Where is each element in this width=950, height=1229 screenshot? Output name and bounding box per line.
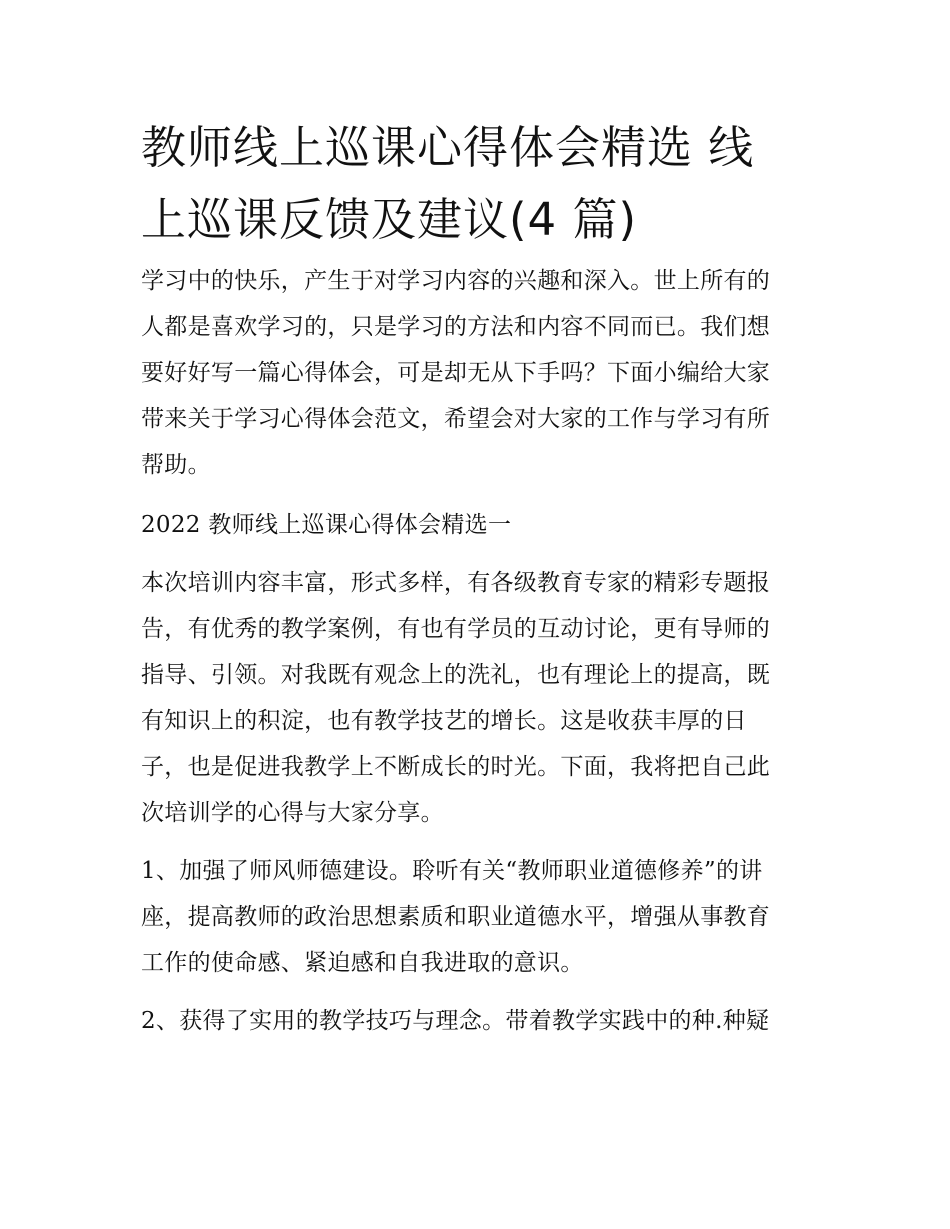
- document-title: 教师线上巡课心得体会精选 线 上巡课反馈及建议(4 篇): [141, 121, 755, 246]
- document-content: [141, 112, 816, 1044]
- intro-paragraph: 学习中的快乐，产生于对学习内容的兴趣和深入。世上所有的 人都是喜欢学习的，只是学习的方法和内容不同而已。我们想 要好好写一篇心得体会，可是却无从下手吗？下面小编给大家 带来关于学习心得体会范文，希望会对大家的工作与学习有所 帮助。: [141, 268, 771, 478]
- section-subtitle: 2022 教师线上巡课心得体会精选一: [141, 512, 512, 538]
- list-item-1: 1、加强了师风师德建设。聆听有关“教师职业道德修养”的讲 座，提高教师的政治思想素质和职业道德水平，增强从事教育 工作的使命感、紧迫感和自我进取的意识。: [141, 858, 771, 976]
- body-paragraph: 本次培训内容丰富，形式多样，有各级教育专家的精彩专题报 告，有优秀的教学案例，有也有学员的互动讨论，更有导师的 指导、引领。对我既有观念上的洗礼，也有理论上的提高，既 有知识上的积淀，也有教学技艺的增长。这是收获丰厚的日 子，也是促进我教学上不断成长的时光。下面，我将把自己此 次培训学的心得与大家分享。: [141, 570, 771, 826]
- list-item-2: 2、获得了实用的教学技巧与理念。带着教学实践中的种.种疑: [141, 1008, 770, 1034]
